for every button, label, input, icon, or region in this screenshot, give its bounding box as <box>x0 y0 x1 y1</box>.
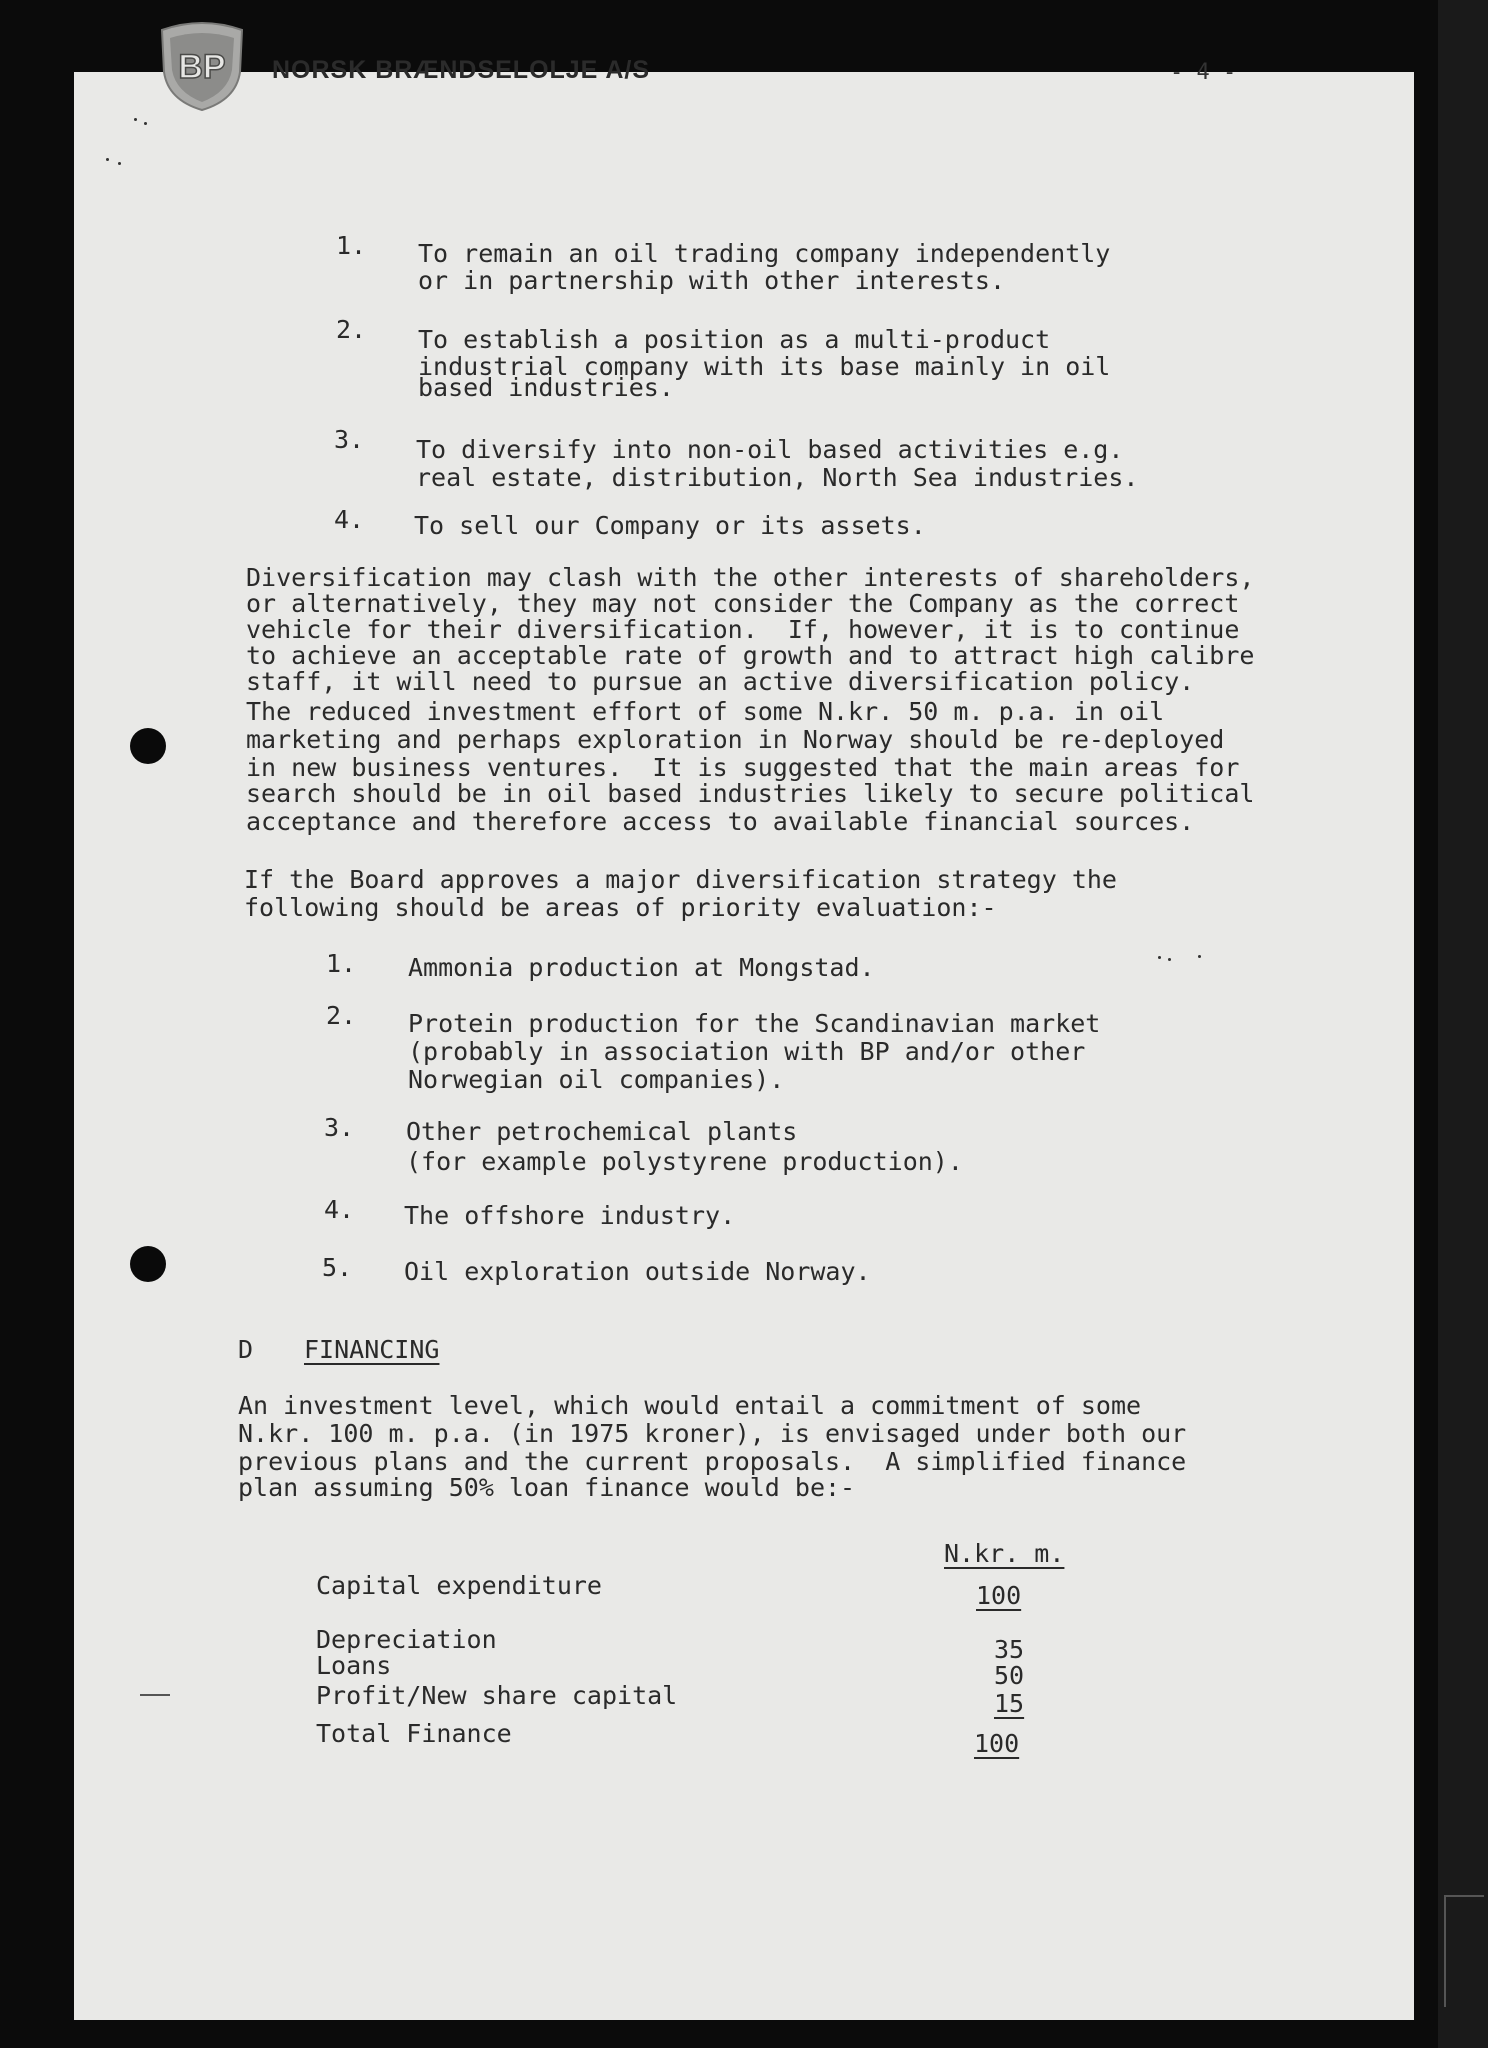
objective-line: To diversify into non-oil based activities e.g. <box>416 435 1124 464</box>
punch-hole <box>130 728 166 764</box>
objective-number: 2. <box>336 315 367 344</box>
table-row-value: 50 <box>994 1661 1025 1690</box>
paragraph-line: in new business ventures. It is suggested that the main areas for <box>246 753 1240 782</box>
financing-paragraph-line: An investment level, which would entail a commitment of some <box>238 1391 1142 1420</box>
page-number: - 4 - <box>1170 60 1237 85</box>
priority-number: 5. <box>322 1253 353 1282</box>
scan-speck <box>118 162 121 165</box>
paragraph-line: or alternatively, they may not consider the Company as the correct <box>246 589 1240 618</box>
financing-paragraph-line: plan assuming 50% loan finance would be:- <box>238 1473 856 1502</box>
objective-line: real estate, distribution, North Sea industries. <box>416 463 1139 492</box>
scan-edge-marks <box>1444 1895 1484 2007</box>
objective-line: To establish a position as a multi-product <box>418 325 1051 354</box>
paragraph-line: Diversification may clash with the other interests of shareholders, <box>246 563 1255 592</box>
priority-line: (probably in association with BP and/or other <box>408 1037 1086 1066</box>
objective-number: 1. <box>336 231 367 260</box>
objective-line: To sell our Company or its assets. <box>414 511 926 540</box>
paragraph-line: search should be in oil based industries likely to secure political <box>246 779 1255 808</box>
paragraph-line: The reduced investment effort of some N.kr. 50 m. p.a. in oil <box>246 697 1165 726</box>
svg-text:BP: BP <box>178 48 226 86</box>
table-row-label: Depreciation <box>316 1625 497 1654</box>
punch-hole <box>130 1246 166 1282</box>
objective-number: 3. <box>334 425 365 454</box>
priority-line: Oil exploration outside Norway. <box>404 1257 871 1286</box>
financing-paragraph-line: previous plans and the current proposals. A simplified finance <box>238 1447 1187 1476</box>
board-intro-line: If the Board approves a major diversification strategy the <box>244 865 1117 894</box>
table-row-value: 35 <box>994 1635 1025 1664</box>
table-row-label: Loans <box>316 1651 392 1680</box>
objective-line: based industries. <box>418 373 674 402</box>
table-row-value: 15 <box>994 1689 1025 1718</box>
financing-paragraph-line: N.kr. 100 m. p.a. (in 1975 kroner), is envisaged under both our <box>238 1419 1187 1448</box>
board-intro-line: following should be areas of priority evaluation:- <box>244 893 997 922</box>
priority-number: 3. <box>324 1113 355 1142</box>
priority-line: (for example polystyrene production). <box>406 1147 963 1176</box>
section-heading: FINANCING <box>304 1335 440 1364</box>
paragraph-line: vehicle for their diversification. If, however, it is to continue <box>246 615 1240 644</box>
scan-speck <box>144 122 147 125</box>
priority-number: 4. <box>324 1195 355 1224</box>
paragraph-line: staff, it will need to pursue an active diversification policy. <box>246 667 1195 696</box>
section-letter: D <box>238 1335 254 1364</box>
priority-line: Protein production for the Scandinavian market <box>408 1009 1101 1038</box>
paragraph-line: marketing and perhaps exploration in Norway should be re-deployed <box>246 725 1225 754</box>
objective-line: industrial company with its base mainly in oil <box>418 352 1111 381</box>
priority-line: Ammonia production at Mongstad. <box>408 953 875 982</box>
priority-line: Norwegian oil companies). <box>408 1065 785 1094</box>
scan-speck <box>134 118 137 121</box>
priority-line: The offshore industry. <box>404 1201 736 1230</box>
table-row-value: 100 <box>976 1581 1022 1610</box>
objective-line: or in partnership with other interests. <box>418 266 1005 295</box>
scan-speck <box>1168 958 1171 961</box>
table-row-label: Total Finance <box>316 1719 512 1748</box>
table-unit-header: N.kr. m. <box>944 1539 1065 1568</box>
objective-line: To remain an oil trading company independently <box>418 239 1111 268</box>
priority-number: 1. <box>326 949 357 978</box>
priority-line: Other petrochemical plants <box>406 1117 798 1146</box>
scan-edge <box>1438 0 1488 2048</box>
scan-speck <box>106 158 109 161</box>
bp-logo-icon <box>156 20 248 112</box>
scan-speck <box>1158 956 1161 959</box>
table-row-label: Profit/New share capital <box>316 1681 678 1710</box>
paragraph-line: to achieve an acceptable rate of growth and to attract high calibre <box>246 641 1255 670</box>
paragraph-line: acceptance and therefore access to available financial sources. <box>246 807 1195 836</box>
company-letterhead: NORSK BRÆNDSELOLJE A/S <box>272 56 651 84</box>
table-row-label: Capital expenditure <box>316 1571 602 1600</box>
table-row-value: 100 <box>974 1729 1020 1758</box>
margin-mark <box>140 1694 170 1696</box>
priority-number: 2. <box>326 1001 357 1030</box>
scan-speck <box>1198 955 1201 958</box>
objective-number: 4. <box>334 505 365 534</box>
